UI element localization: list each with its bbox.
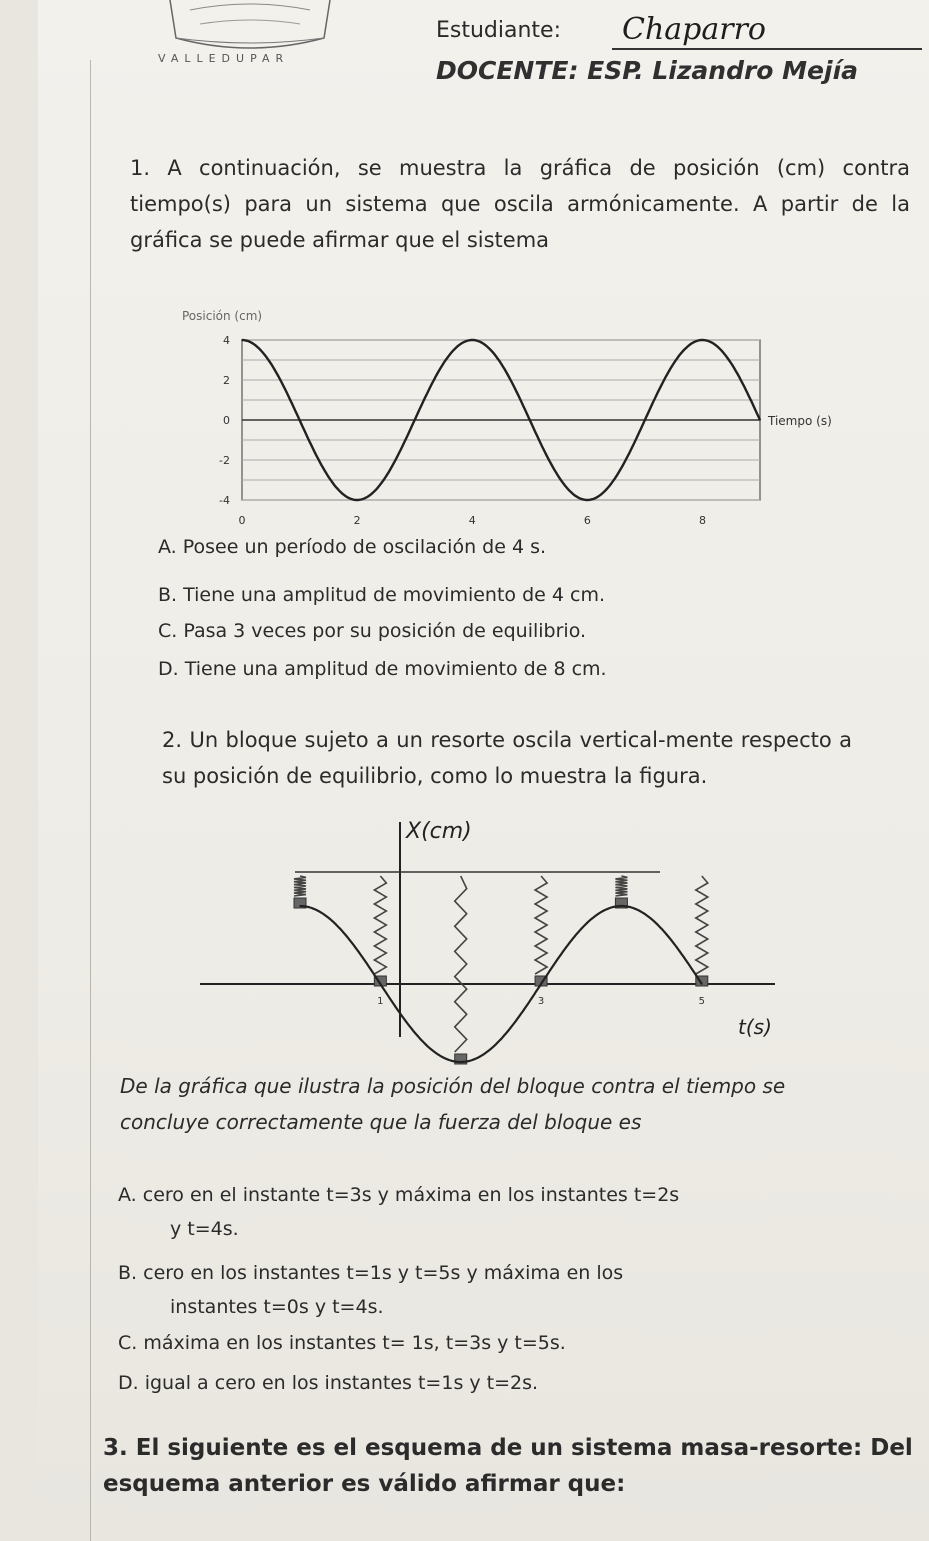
chart2-data-point: [701, 983, 703, 985]
student-name: Chaparro: [612, 12, 922, 50]
student-label: Estudiante:: [436, 18, 562, 43]
margin-line: [90, 60, 91, 1541]
chart1-data-point: [414, 419, 416, 421]
chart1-x-tick-label: 2: [353, 514, 361, 527]
chart2-data-point: [621, 905, 623, 907]
chart2-x-axis-label: t(s): [738, 1015, 772, 1039]
chart1-x-axis-label: Tiempo (s): [768, 414, 832, 428]
chart1-data-point: [471, 339, 473, 341]
q2-option-d-line1: igual a cero en los instantes t=1s y t=2s.: [144, 1372, 539, 1394]
q1-option-d: D. Tiene una amplitud de movimiento de 8 cm.: [158, 658, 607, 680]
chart1-y-tick-label: -4: [219, 494, 230, 507]
chart2-x-tick-label: 3: [537, 996, 545, 1007]
school-logo-icon: [160, 0, 340, 60]
q2-option-b-letter: B.: [118, 1262, 138, 1284]
chart2-data-point: [299, 905, 301, 907]
chart2-spring-icon: [535, 876, 547, 974]
q2-option-b-line2: instantes t=0s y t=4s.: [170, 1296, 384, 1318]
chart1-y-tick-label: -2: [219, 454, 230, 467]
chart2-data-point: [380, 983, 382, 985]
chart2-x-tick-label: 1: [377, 996, 384, 1007]
chart2-spring-icon: [455, 876, 467, 1052]
q2-option-a-line1: cero en el instante t=3s y máxima en los instantes t=2s: [142, 1184, 680, 1206]
chart2-spring-icon: [374, 876, 386, 974]
q2-option-a-letter: A.: [118, 1184, 137, 1206]
chart1-data-point: [356, 499, 358, 501]
teacher-name: DOCENTE: ESP. Lizandro Mejía: [436, 56, 859, 85]
chart1-data-point: [644, 419, 646, 421]
q1-option-c: C. Pasa 3 veces por su posición de equilibrio.: [158, 620, 587, 642]
chart1-title: Posición (cm): [182, 309, 263, 323]
position-time-chart: [180, 300, 860, 540]
chart2-spring-icon: [615, 876, 627, 896]
chart2-data-point: [540, 983, 542, 985]
chart1-data-point: [299, 419, 301, 421]
q2-option-c-line1: máxima en los instantes t= 1s, t=3s y t=5s.: [143, 1332, 566, 1354]
chart2-spring-icon: [294, 876, 306, 896]
chart1-y-tick-label: 0: [223, 414, 230, 427]
chart1-data-point: [702, 339, 704, 341]
question-2-text: 2. Un bloque sujeto a un resorte oscila vertical-mente respecto a su posición de equilibrio, como lo muestra la figura.: [162, 728, 852, 788]
q2-option-b: [118, 1256, 878, 1324]
question-2-continuation: De la gráfica que ilustra la posición del bloque contra el tiempo se concluye correctamente que la fuerza del bloque es: [120, 1074, 786, 1134]
question-1-text: 1. A continuación, se muestra la gráfica de posición (cm) contra tiempo(s) para un sistema que oscila armónicamente. A partir de la gráfica se puede afirmar que el sistema: [130, 156, 910, 252]
chart2-spring-icon: [696, 876, 708, 974]
chart1-x-tick-label: 8: [698, 514, 706, 527]
q2-option-b-line1: cero en los instantes t=1s y t=5s y máxima en los: [143, 1262, 624, 1284]
q1-option-a: A. Posee un período de oscilación de 4 s.: [158, 536, 547, 558]
spring-block-chart: [190, 812, 830, 1070]
q2-option-a-line2: y t=4s.: [170, 1218, 239, 1240]
school-city: VALLEDUPAR: [158, 52, 290, 65]
chart1-x-tick-label: 4: [468, 514, 476, 527]
q2-option-d: [118, 1366, 878, 1400]
chart1-y-tick-label: 2: [223, 374, 230, 387]
chart2-x-tick-label: 5: [698, 996, 705, 1007]
chart1-x-tick-label: 6: [583, 514, 591, 527]
chart1-x-tick-label: 0: [238, 514, 246, 527]
chart1-data-point: [759, 419, 761, 421]
chart1-data-point: [587, 499, 589, 501]
chart2-y-axis-label: X(cm): [406, 819, 472, 844]
q2-option-c-letter: C.: [118, 1332, 138, 1354]
q2-option-a: [118, 1178, 878, 1246]
q2-option-c: [118, 1326, 878, 1360]
q1-option-b: B. Tiene una amplitud de movimiento de 4 cm.: [158, 584, 605, 606]
chart2-data-point: [460, 1061, 462, 1063]
chart1-data-point: [241, 339, 243, 341]
question-3-text: 3. El siguiente es el esquema de un sistema masa-resorte: Del esquema anterior es válido afirmar que:: [103, 1435, 913, 1497]
q2-option-d-letter: D.: [118, 1372, 139, 1394]
chart1-data-point: [529, 419, 531, 421]
chart1-y-tick-label: 4: [223, 334, 230, 347]
